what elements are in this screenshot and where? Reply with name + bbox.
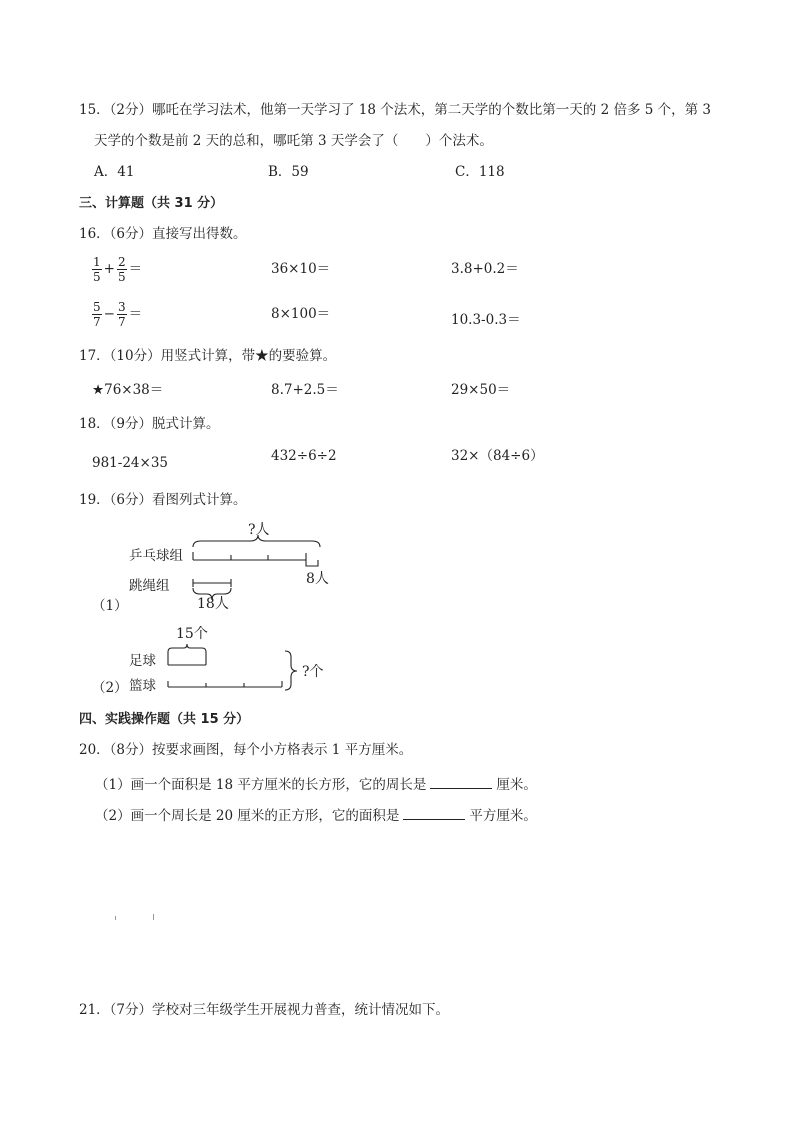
value-brace — [168, 644, 206, 665]
q16-row2-a: $\frac{5}{7}$ − $\frac{3}{7}$ ＝ — [93, 300, 143, 329]
answer-blank[interactable] — [430, 776, 492, 789]
section-3-heading: 三、计算题（共 31 分） — [79, 196, 224, 211]
q15-line2: 天学的个数是前 2 天的总和，哪吒第 3 天学会了（ ）个法术。 — [94, 133, 493, 149]
diagram-1-diff: 8人 — [306, 571, 329, 587]
q20-part2: （2）画一个周长是 20 厘米的正方形，它的面积是 平方厘米。 — [95, 808, 537, 824]
q16-row2-c: 10.3-0.3＝ — [451, 312, 521, 328]
right-brace — [285, 651, 297, 690]
diagram-2 — [92, 626, 324, 696]
diagram-2-row1-label: 足球 — [129, 653, 156, 669]
diagram-2-row2-label: 篮球 — [129, 678, 156, 694]
q19-title: 19．（6分）看图列式计算。 — [79, 492, 247, 508]
q16-row1-a: $\frac{1}{5}$ + $\frac{2}{5}$ ＝ — [93, 255, 143, 284]
q21-title: 21．（7分）学校对三年级学生开展视力普查，统计情况如下。 — [79, 1002, 450, 1018]
diagram-2-question: ?个 — [302, 664, 324, 680]
diagram-2-value: 15个 — [176, 626, 208, 642]
q15-option-c: C．118 — [455, 164, 505, 180]
diagram-1-question: ?人 — [248, 522, 270, 538]
q17-item-3: 29×50＝ — [451, 382, 511, 398]
q18-item-2: 432÷6÷2 — [271, 448, 337, 464]
q20-title: 20．（8分）按要求画图，每个小方格表示 1 平方厘米。 — [79, 742, 413, 758]
q18-item-3: 32×（84÷6） — [451, 448, 544, 464]
diagram-1-row2-label: 跳绳组 — [129, 578, 170, 594]
q17-item-2: 8.7+2.5＝ — [271, 382, 339, 398]
section-4-heading: 四、实践操作题（共 15 分） — [79, 712, 250, 727]
q18-title: 18．（9分）脱式计算。 — [79, 416, 220, 432]
diagram-1 — [92, 522, 329, 614]
q17-item-1: ★76×38＝ — [92, 382, 164, 398]
q18-item-1: 981-24×35 — [92, 455, 168, 471]
diagram-1-value: 18人 — [197, 596, 229, 612]
q15-option-b: B．59 — [268, 164, 309, 180]
grid-mark — [153, 914, 154, 920]
fraction: $\frac{1}{5}$ — [93, 255, 101, 284]
q17-title: 17．（10分）用竖式计算，带★的要验算。 — [79, 348, 337, 364]
diagram-2-index: （2） — [92, 680, 128, 696]
q16-row1-c: 3.8+0.2＝ — [451, 261, 519, 277]
q15-option-a: A．41 — [94, 164, 135, 180]
q15-line1: 15．（2分）哪吒在学习法术，他第一天学习了 18 个法术，第二天学的个数比第一天的 2 倍多 5 个，第 3 — [79, 102, 712, 118]
q16-row2-b: 8×100＝ — [271, 306, 331, 322]
fraction: $\frac{5}{7}$ — [93, 300, 101, 329]
fraction: $\frac{3}{7}$ — [117, 300, 126, 329]
fraction: $\frac{2}{5}$ — [117, 255, 126, 284]
diff-bracket — [306, 560, 318, 566]
answer-blank[interactable] — [403, 807, 465, 820]
diagram-1-row1-label: 乒乓球组 — [129, 548, 183, 564]
diagram-1-index: （1） — [92, 598, 128, 614]
q16-row1-b: 36×10＝ — [271, 261, 331, 277]
q16-title: 16．（6分）直接写出得数。 — [79, 226, 247, 242]
grid-mark — [115, 916, 116, 920]
q20-part1: （1）画一个面积是 18 平方厘米的长方形，它的周长是 厘米。 — [95, 777, 537, 793]
